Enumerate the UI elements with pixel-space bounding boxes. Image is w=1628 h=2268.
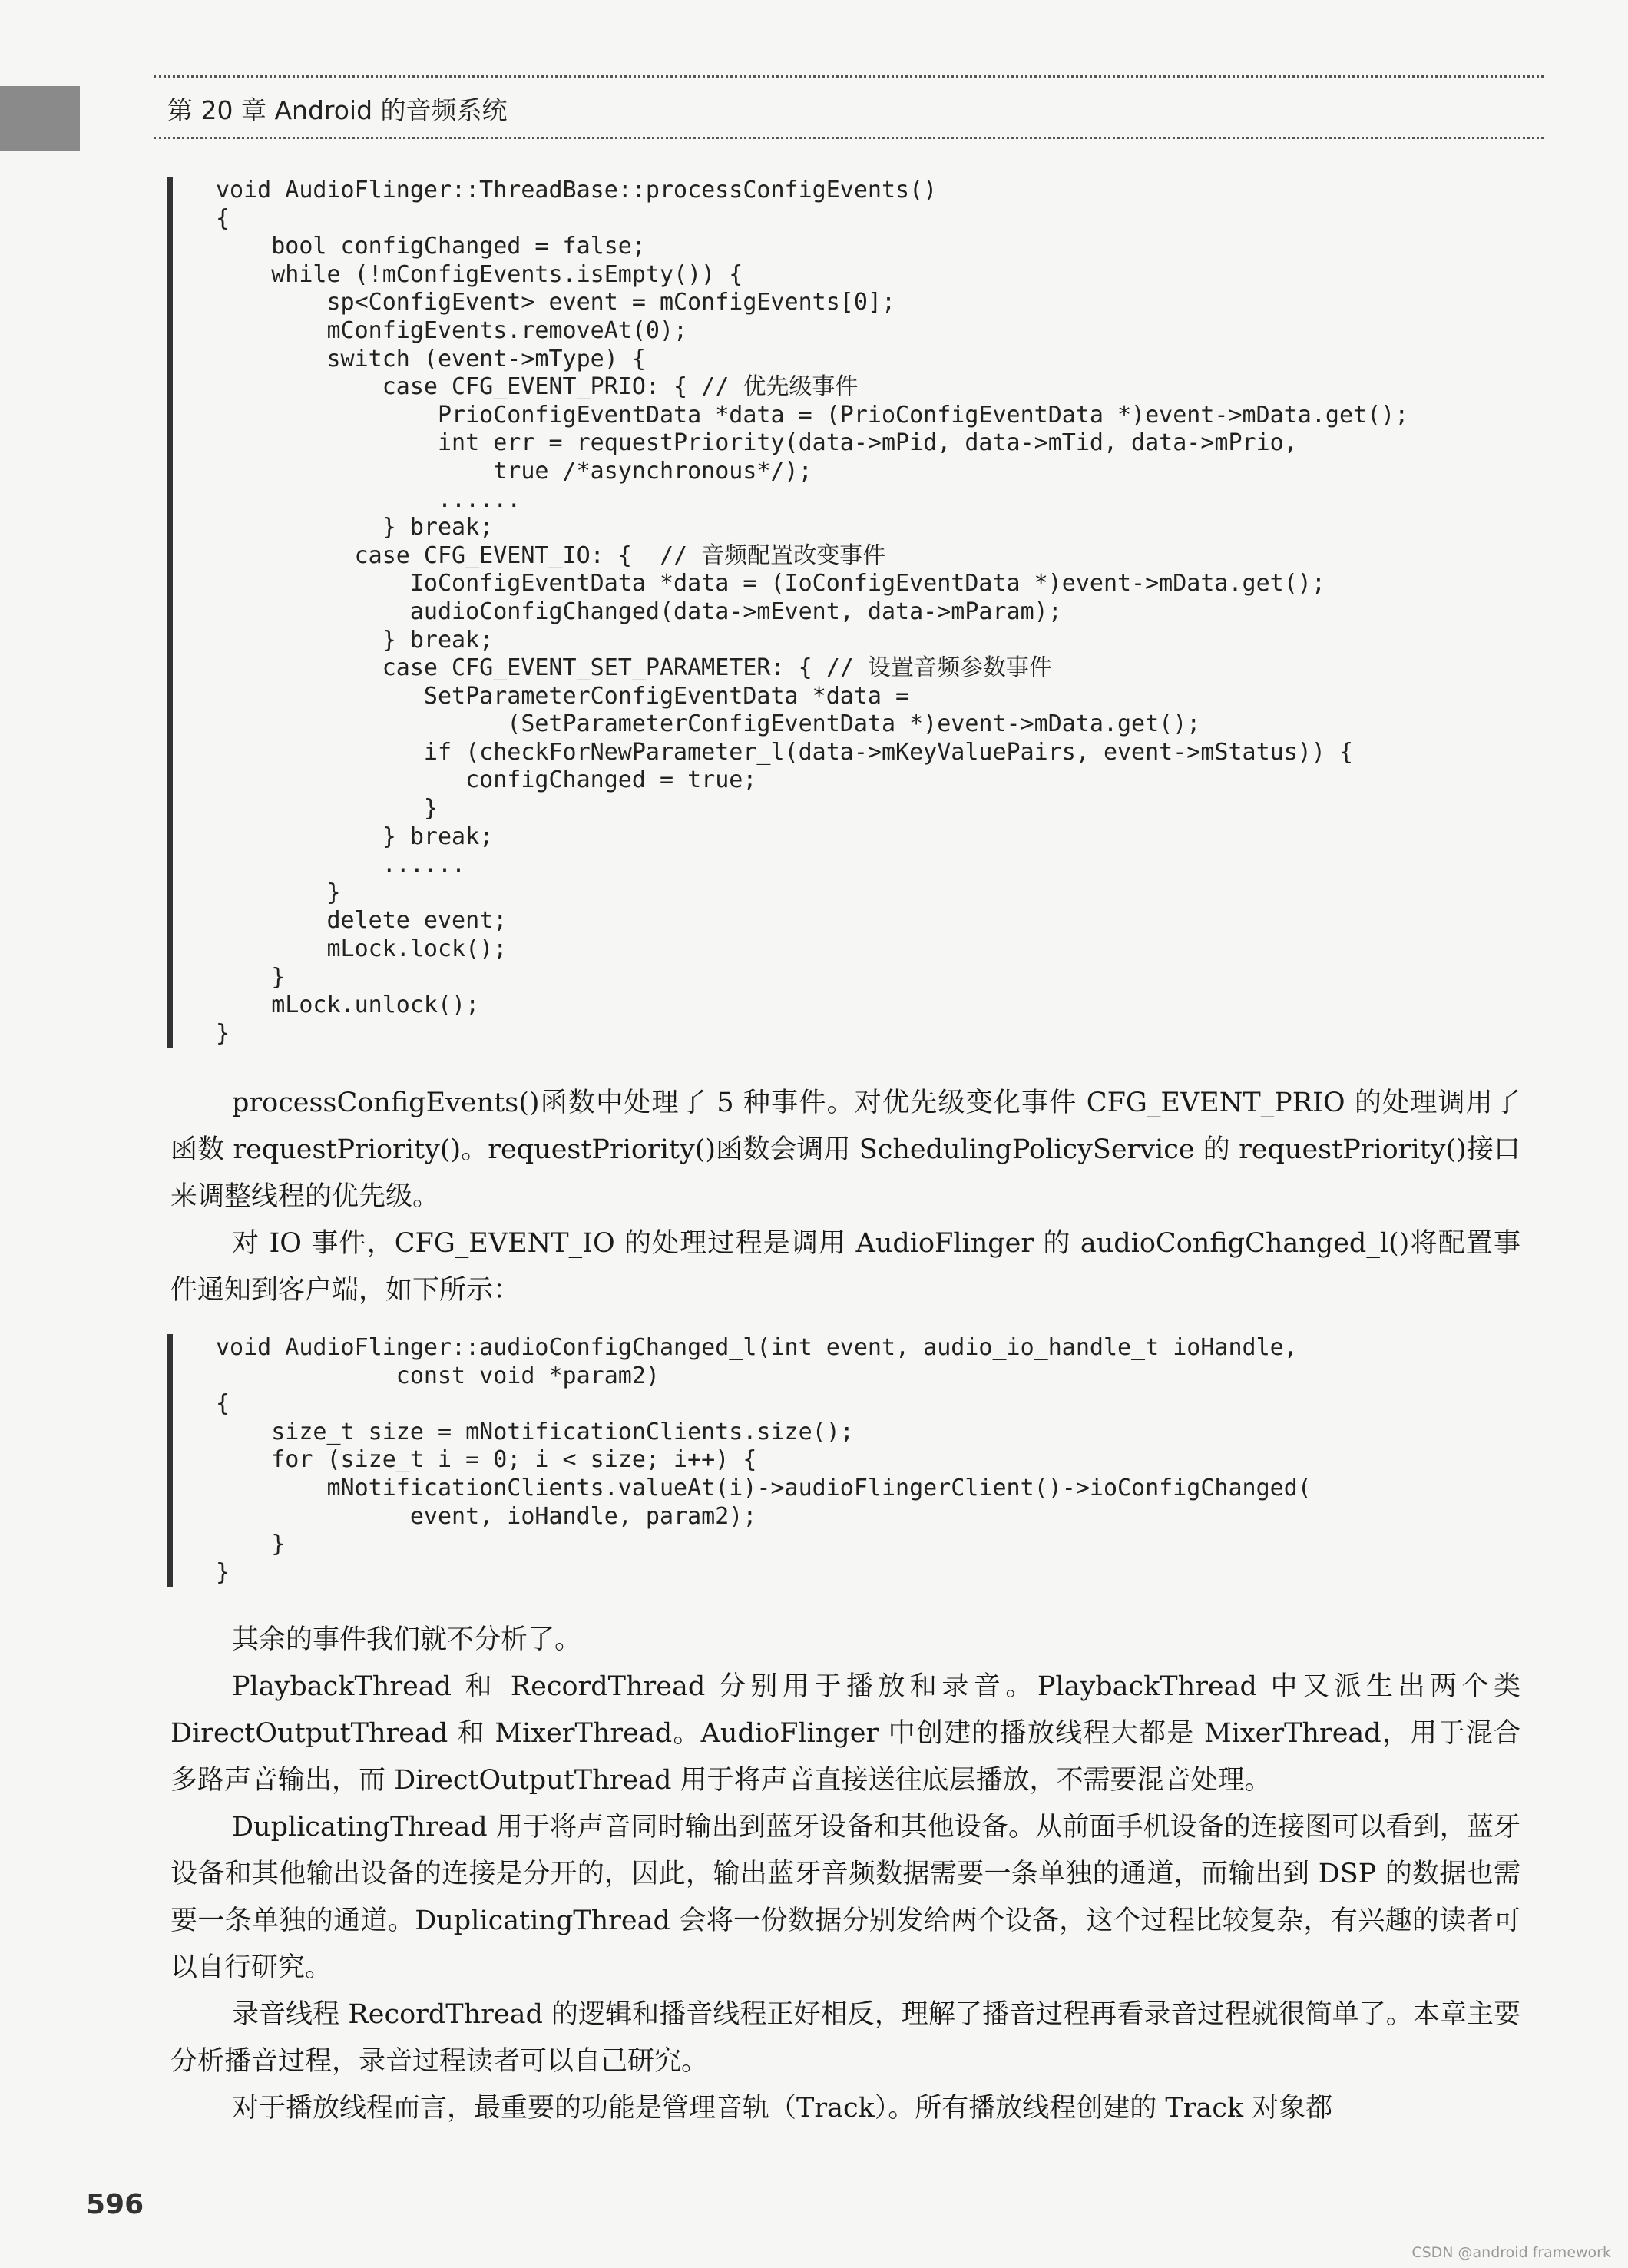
header-rule-bottom	[154, 137, 1544, 139]
paragraph-track-management: 对于播放线程而言，最重要的功能是管理音轨（Track）。所有播放线程创建的 Track 对象都	[232, 2093, 1333, 2124]
watermark: CSDN @android framework	[1411, 2244, 1611, 2261]
paragraph-process-config-events: processConfigEvents()函数中处理了 5 种事件。对优先级变化事件 CFG_EVENT_PRIO 的处理调用了函数 requestPriority()。requestPriority()函数会调用 SchedulingPolicyService 的 requestPriority()接口来调整线程的优先级。	[170, 1088, 1520, 1212]
paragraph-record-thread: 录音线程 RecordThread 的逻辑和播音线程正好相反，理解了播音过程再看录音过程就很简单了。本章主要分析播音过程，录音过程读者可以自己研究。	[170, 1999, 1520, 2077]
code-block-audio-config-changed	[167, 1334, 1557, 1587]
code-text: void AudioFlinger::audioConfigChanged_l(int event, audio_io_handle_t ioHandle, const void *param2) { size_t size = mNotificationClients.size(); for (size_t i = 0; i < size; i++) { mNotificationClients.valueAt(i)->audioFlingerClient()->ioConfigChanged( event, ioHandle, param2); } }	[216, 1334, 1312, 1586]
code-block-process-config-events	[167, 177, 1557, 1048]
page-number: 596	[86, 2189, 144, 2220]
paragraph-duplicating-thread: DuplicatingThread 用于将声音同时输出到蓝牙设备和其他设备。从前面手机设备的连接图可以看到，蓝牙设备和其他输出设备的连接是分开的，因此，输出蓝牙音频数据需要一条单独的通道，而输出到 DSP 的数据也需要一条单独的通道。DuplicatingThread 会将一份数据分别发给两个设备，这个过程比较复杂，有兴趣的读者可以自行研究。	[170, 1812, 1520, 1983]
paragraph-playback-record-thread: PlaybackThread 和 RecordThread 分别用于播放和录音。PlaybackThread 中又派生出两个类 DirectOutputThread 和 MixerThread。AudioFlinger 中创建的播放线程大都是 MixerThread，用于混合多路声音输出，而 DirectOutputThread 用于将声音直接送往底层播放，不需要混音处理。	[170, 1671, 1520, 1796]
paragraph-other-events: 其余的事件我们就不分析了。	[232, 1624, 582, 1655]
code-text: void AudioFlinger::ThreadBase::processConfigEvents() { bool configChanged = false; while (!mConfigEvents.isEmpty()) { sp<ConfigEvent> event = mConfigEvents[0]; mConfigEvents.removeAt(0); switch (event->mType) { case CFG_EVENT_PRIO: { // 优先级事件 PrioConfigEventData *data = (PrioConfigEventData *)event->mData.get(); int err = requestPriority(data->mPid, data->mTid, data->mPrio, true /*asynchronous*/); ...... } break; case CFG_EVENT_IO: { // 音频配置改变事件 IoConfigEventData *data = (IoConfigEventData *)event->mData.get(); audioConfigChanged(data->mEvent, data->mParam); } break; case CFG_EVENT_SET_PARAMETER: { // 设置音频参数事件 SetParameterConfigEventData *data = (SetParameterConfigEventData *)event->mData.get(); if (checkForNewParameter_l(data->mKeyValuePairs, event->mStatus)) { configChanged = true; } } break; ...... } delete event; mLock.lock(); } mLock.unlock(); }	[216, 177, 1409, 1047]
header-rule-top	[154, 75, 1544, 78]
chapter-tab-marker	[0, 86, 80, 151]
paragraph-io-event: 对 IO 事件，CFG_EVENT_IO 的处理过程是调用 AudioFlinger 的 audioConfigChanged_l()将配置事件通知到客户端，如下所示：	[170, 1228, 1520, 1306]
chapter-header: 第 20 章 Android 的音频系统	[167, 95, 508, 125]
